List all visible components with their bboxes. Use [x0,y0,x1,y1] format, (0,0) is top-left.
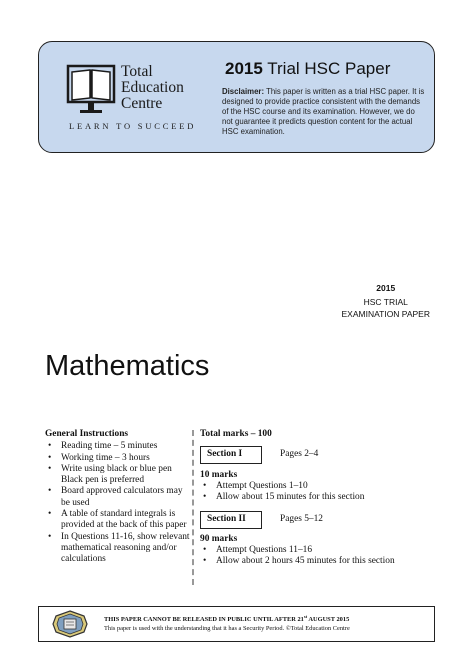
instruction-item: • In Questions 11-16, show relevant mathematical reasoning and/or calculations [45,532,190,566]
instruction-item: • Write using black or blue pen Black pen is preferred [45,464,190,487]
instruction-item: • Board approved calculators may be used [45,486,190,509]
security-notice: THIS PAPER CANNOT BE RELEASED IN PUBLIC UNTIL AFTER 21st AUGUST 2015 This paper is used with the understanding that it has a Security Period. ©Total Education Centre [104,614,350,633]
exam-year: 2015 [376,283,396,293]
logo-tagline: LEARN TO SUCCEED [69,121,197,131]
logo-wordmark: Total Education Centre [121,63,184,112]
total-marks: Total marks – 100 [200,429,272,439]
section-1-marks: 10 marks [200,469,238,480]
section-1-pages: Pages 2–4 [280,449,319,460]
total-education-centre-logo [66,62,216,134]
general-instructions [45,429,190,566]
instruction-item: • A table of standard integrals is provided at the back of this paper [45,509,190,532]
section-2-item: • Allow about 2 hours 45 minutes for this section [200,556,440,567]
section-2-label: Section II [200,511,262,528]
section-2-row [200,511,440,528]
security-seal-icon [52,610,88,638]
section-2-marks: 90 marks [200,533,238,544]
marks-summary [200,429,440,568]
section-1-label: Section I [200,446,262,463]
instruction-item: • Reading time – 5 minutes [45,441,190,452]
subject-title: Mathematics [45,350,210,382]
exam-type-detail: EXAMINATION PAPER [341,309,430,319]
section-2-item: • Attempt Questions 11–16 [200,545,440,556]
column-divider [192,430,194,585]
section-1-item: • Attempt Questions 1–10 [200,481,440,492]
instructions-heading: General Instructions [45,429,129,439]
disclaimer: Disclaimer: This paper is written as a trial HSC paper. It is designed to provide practice consistent with the demands of the HSC course and its examination. However, we do not guarantee it predicts question content for the actual HSC examination. [222,87,425,136]
section-1-row [200,446,440,463]
section-1-item: • Allow about 15 minutes for this section [200,492,440,503]
instruction-item: • Working time – 3 hours [45,453,190,464]
paper-title: 2015 Trial HSC Paper [225,59,391,78]
book-monitor-icon [66,62,118,118]
section-2-pages: Pages 5–12 [280,514,323,525]
exam-info [342,282,430,320]
exam-type: HSC TRIAL [363,297,408,307]
